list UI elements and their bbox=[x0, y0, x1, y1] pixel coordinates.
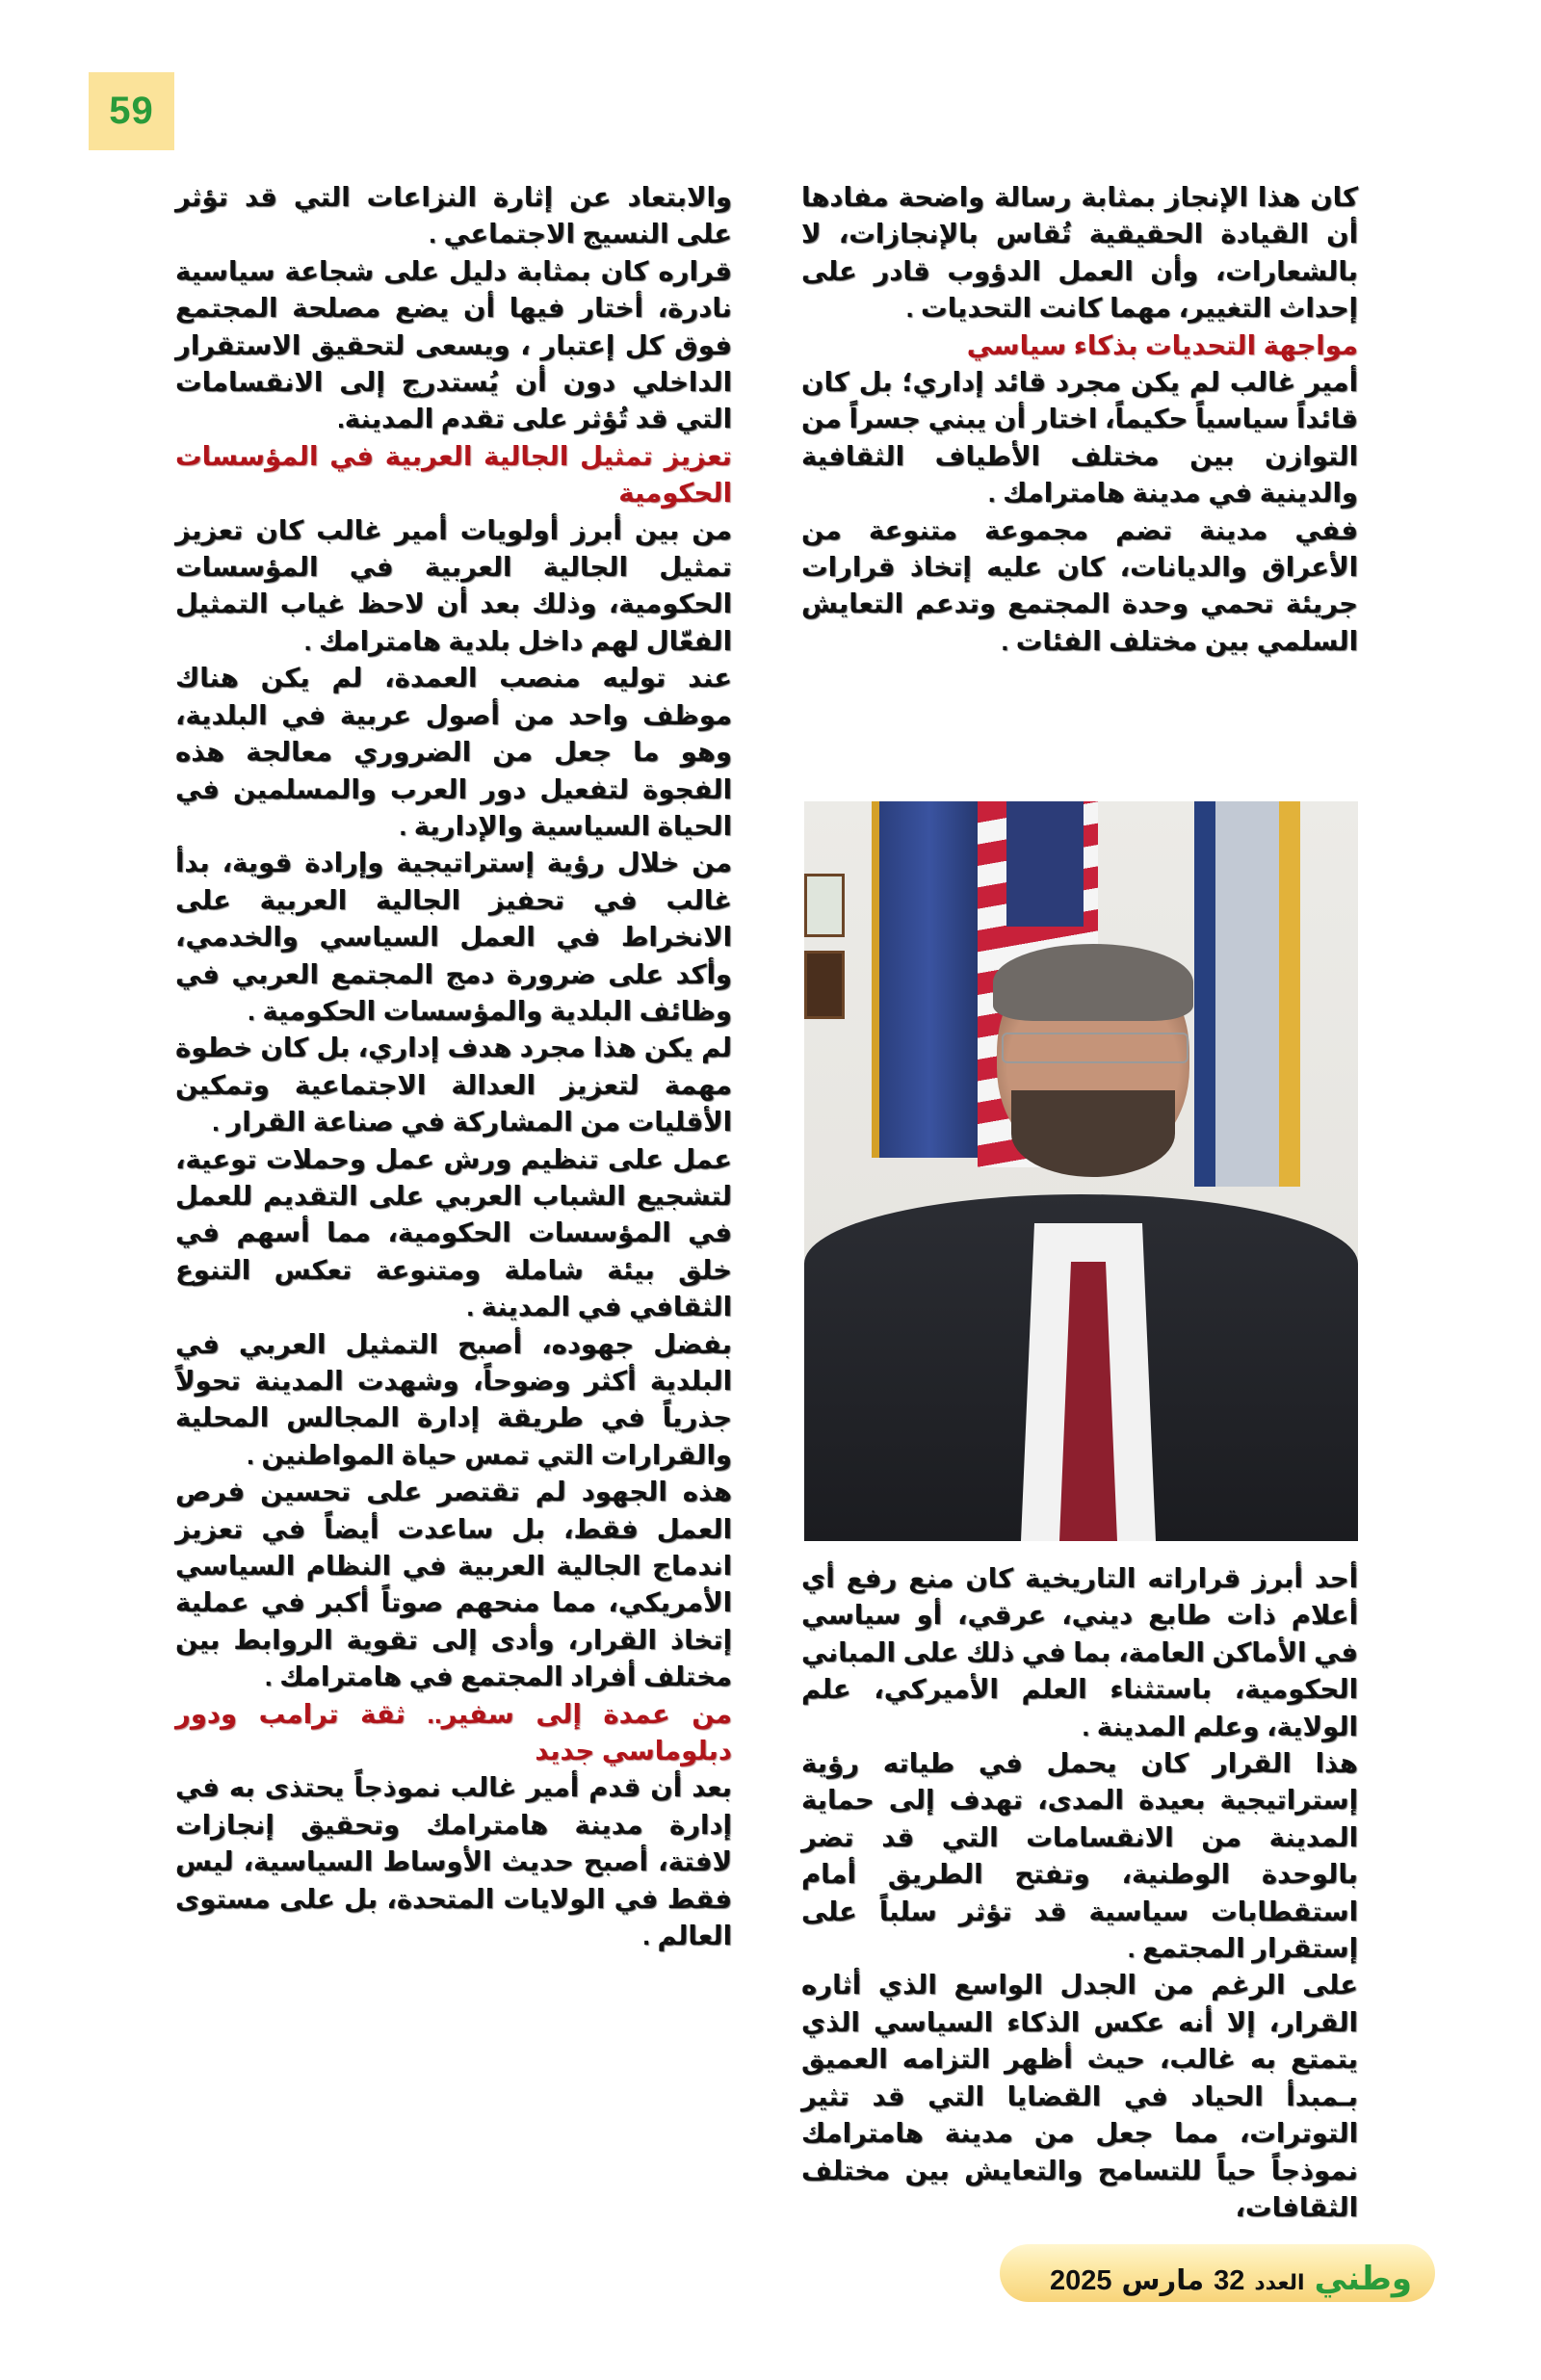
paragraph: هذا القرار كان يحمل في طياته رؤية إستراتيجية بعيدة المدى، تهدف إلى حماية المدينة من الانقسامات التي قد تضر بالوحدة الوطنية، وتفتح الطريق أمام استقطابات سياسية قد تؤثر سلباً على إستقرار المجتمع . bbox=[801, 1748, 1358, 1964]
page-number-badge bbox=[89, 72, 174, 150]
article-column-right-bottom bbox=[801, 1560, 1358, 2226]
section-heading: مواجهة التحديات بذكاء سياسي bbox=[966, 329, 1358, 360]
issue-label: العدد bbox=[1254, 2270, 1305, 2294]
michigan-flag bbox=[872, 801, 980, 1158]
paragraph: كان هذا الإنجاز بمثابة رسالة واضحة مفادها أن القيادة الحقيقية تُقاس بالإنجازات، لا بالشعارات، وأن العمل الدؤوب قادر على إحداث التغيير، مهما كانت التحديات . bbox=[801, 182, 1358, 324]
paragraph: من بين أبرز أولويات أمير غالب كان تعزيز تمثيل الجالية العربية في المؤسسات الحكومية، وذلك بعد أن لاحظ غياب التمثيل الفعّال لهم داخل بلدية هامترامك . bbox=[175, 514, 732, 656]
paragraph: والابتعاد عن إثارة النزاعات التي قد تؤثر على النسيج الاجتماعي . bbox=[175, 182, 732, 249]
issue-year: 2025 bbox=[1050, 2265, 1112, 2296]
paragraph: عند توليه منصب العمدة، لم يكن هناك موظف واحد من أصول عربية في البلدية، وهو ما جعل من الضروري معالجة هذه الفجوة لتفعيل دور العرب والمسلمين في الحياة السياسية والإدارية . bbox=[175, 663, 732, 841]
paragraph: عمل على تنظيم ورش عمل وحملات توعية، لتشجيع الشباب العربي على التقديم للعمل في المؤسسات الحكومية، مما أسهم في خلق بيئة شاملة ومتنوعة تعكس التنوع الثقافي في المدينة . bbox=[175, 1143, 732, 1322]
magazine-brand: وطني bbox=[1314, 2261, 1412, 2297]
article-column-right-top bbox=[801, 179, 1358, 660]
glasses bbox=[1002, 1033, 1188, 1063]
issue-number: 32 bbox=[1214, 2265, 1245, 2296]
person-beard bbox=[1011, 1090, 1175, 1177]
paragraph: من خلال رؤية إستراتيجية وإرادة قوية، بدأ غالب في تحفيز الجالية العربية على الانخراط في العمل السياسي والخدمي، وأكد على ضرورة دمج المجتمع العربي في وظائف البلدية والمؤسسات الحكومية . bbox=[175, 848, 732, 1026]
page-number: 59 bbox=[109, 90, 154, 132]
paragraph: قراره كان بمثابة دليل على شجاعة سياسية نادرة، أختار فيها أن يضع مصلحة المجتمع فوق كل إعتبار ، ويسعى لتحقيق الاستقرار الداخلي دون أن يُستدرج إلى الانقسامات التي قد تُؤثر على تقدم المدينة. bbox=[175, 255, 732, 434]
footer-issue-info bbox=[1050, 2260, 1412, 2298]
paragraph: أمير غالب لم يكن مجرد قائد إداري؛ بل كان قائداً سياسياً حكيماً، اختار أن يبني جسراً من التوازن بين مختلف الأطياف الثقافية والدينية في مدينة هامترامك . bbox=[801, 367, 1358, 509]
section-heading: من عمدة إلى سفير.. ثقة ترامب ودور دبلوماسي جديد bbox=[175, 1698, 732, 1766]
paragraph: هذه الجهود لم تقتصر على تحسين فرص العمل فقط، بل ساعدت أيضاً في تعزيز اندماج الجالية العربية في النظام السياسي الأمريكي، مما منحهم صوتاً أكبر في عملية إتخاذ القرار، وأدى إلى تقوية الروابط بين مختلف أفراد المجتمع في هامترامك . bbox=[175, 1477, 732, 1692]
paragraph: بعد أن قدم أمير غالب نموذجاً يحتذى به في إدارة مدينة هامترامك وتحقيق إنجازات لافتة، أصبح حديث الأوساط السياسية، ليس فقط في الولايات المتحدة، بل على مستوى العالم . bbox=[175, 1772, 732, 1951]
issue-month: مارس bbox=[1121, 2265, 1205, 2296]
wall-plaque bbox=[804, 951, 845, 1019]
paragraph: ففي مدينة تضم مجموعة متنوعة من الأعراق والديانات، كان عليه إتخاذ قرارات جريئة تحمي وحدة المجتمع وتدعم التعايش السلمي بين مختلف الفئات . bbox=[801, 514, 1358, 656]
section-heading: تعزيز تمثيل الجالية العربية في المؤسسات الحكومية bbox=[175, 440, 732, 509]
paragraph: بفضل جهوده، أصبح التمثيل العربي في البلدية أكثر وضوحاً، وشهدت المدينة تحولاً جذرياً في طريقة إدارة المجالس المحلية والقرارات التي تمس حياة المواطنين . bbox=[175, 1328, 732, 1470]
article-column-left bbox=[175, 179, 732, 1955]
wall-plaque bbox=[804, 874, 845, 937]
person-hair bbox=[993, 944, 1193, 1021]
paragraph: لم يكن هذا مجرد هدف إداري، بل كان خطوة مهمة لتعزيز العدالة الاجتماعية وتمكين الأقليات من المشاركة في صناعة القرار . bbox=[175, 1033, 732, 1138]
paragraph: أحد أبرز قراراته التاريخية كان منع رفع أي أعلام ذات طابع ديني، عرقي، أو سياسي في الأماكن العامة، بما في ذلك على المباني الحكومية، باستثناء العلم الأميركي، علم الولاية، وعلم المدينة . bbox=[801, 1563, 1358, 1741]
article-photo bbox=[804, 801, 1358, 1541]
county-flag bbox=[1194, 801, 1300, 1187]
paragraph: على الرغم من الجدل الواسع الذي أثاره القرار، إلا أنه عكس الذكاء السياسي الذي يتمتع به غالب، حيث أظهر التزامه العميق بـمبدأ الحياد في القضايا التي قد تثير التوترات، مما جعل من مدينة هامترامك نموذجاً حياً للتسامح والتعايش بين مختلف الثقافات، bbox=[801, 1970, 1358, 2222]
